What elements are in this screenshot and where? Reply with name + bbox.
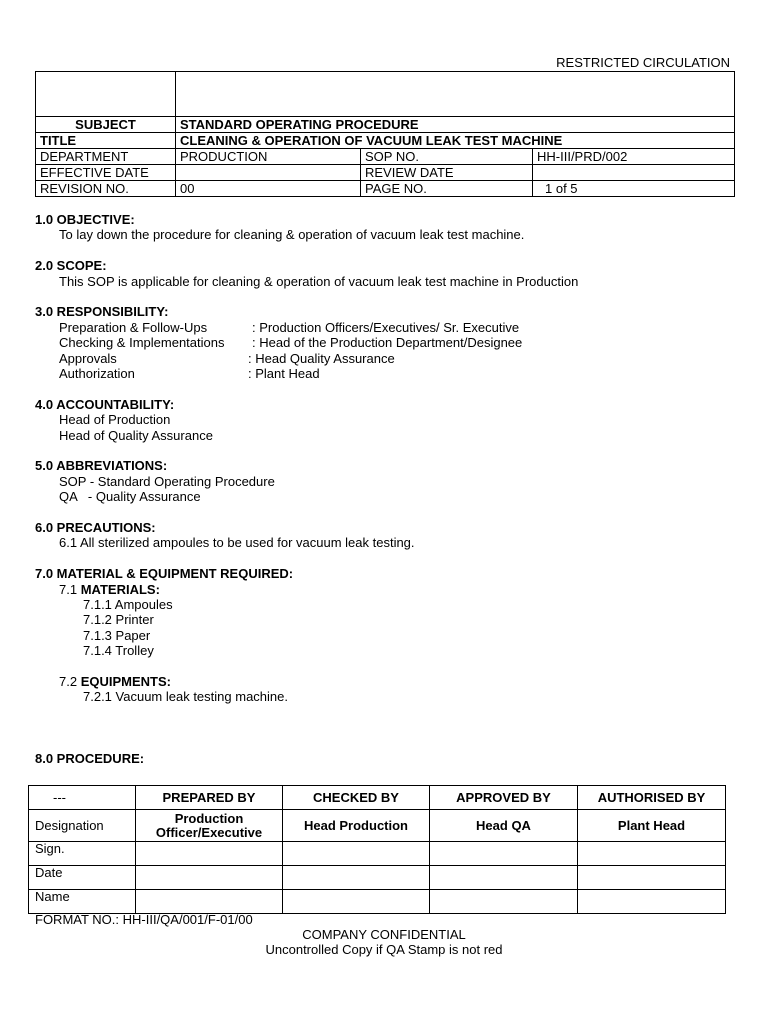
material-item: 7.1.2 Printer bbox=[83, 612, 154, 628]
precautions-section bbox=[35, 520, 735, 551]
revision-value: 00 bbox=[176, 181, 361, 197]
responsibility-section bbox=[35, 304, 735, 381]
scope-heading: 2.0 SCOPE: bbox=[35, 258, 107, 274]
sop-header-table bbox=[35, 71, 735, 197]
precaution-item: 6.1 All sterilized ampoules to be used for vacuum leak testing. bbox=[59, 535, 415, 551]
responsibility-value: : Head Quality Assurance bbox=[248, 350, 395, 366]
materials-label: MATERIALS: bbox=[80, 581, 160, 597]
equipment-item: 7.2.1 Vacuum leak testing machine. bbox=[83, 689, 288, 705]
accountability-heading: 4.0 ACCOUNTABILITY: bbox=[35, 396, 175, 412]
responsibility-role: Authorization bbox=[59, 366, 135, 382]
designation-authorised: Plant Head bbox=[578, 810, 726, 842]
restricted-circulation-label: RESTRICTED CIRCULATION bbox=[556, 55, 730, 70]
materials-number: 7.1 bbox=[59, 581, 78, 597]
abbreviations-section bbox=[35, 458, 735, 504]
designation-approved: Head QA bbox=[430, 810, 578, 842]
sign-cell bbox=[283, 842, 430, 866]
name-cell bbox=[430, 890, 578, 914]
material-equipment-heading: 7.0 MATERIAL & EQUIPMENT REQUIRED: bbox=[35, 566, 294, 582]
material-equipment-section bbox=[35, 566, 735, 705]
title-label: TITLE bbox=[36, 133, 176, 149]
objective-section bbox=[35, 212, 735, 243]
company-name-cell bbox=[176, 72, 735, 117]
responsibility-item bbox=[35, 320, 735, 335]
format-number: FORMAT NO.: HH-III/QA/001/F-01/00 bbox=[35, 912, 253, 927]
abbreviation-item: QA - Quality Assurance bbox=[59, 489, 201, 505]
name-label: Name bbox=[29, 890, 136, 914]
revision-label: REVISION NO. bbox=[36, 181, 176, 197]
checked-by-header: CHECKED BY bbox=[283, 786, 430, 810]
name-cell bbox=[578, 890, 726, 914]
approved-by-header: APPROVED BY bbox=[430, 786, 578, 810]
equipments-subheading bbox=[35, 674, 735, 689]
date-label: Date bbox=[29, 866, 136, 890]
accountability-item: Head of Production bbox=[59, 412, 171, 428]
sign-cell bbox=[430, 842, 578, 866]
objective-text: To lay down the procedure for cleaning & operation of vacuum leak test machine. bbox=[59, 227, 525, 243]
logo-row bbox=[36, 72, 735, 117]
responsibility-heading: 3.0 RESPONSIBILITY: bbox=[35, 304, 169, 320]
material-item: 7.1.4 Trolley bbox=[83, 643, 154, 659]
page-no-value: 1 of 5 bbox=[533, 181, 735, 197]
accountability-section bbox=[35, 397, 735, 443]
page-no-label: PAGE NO. bbox=[361, 181, 533, 197]
abbreviation-item: SOP - Standard Operating Procedure bbox=[59, 473, 275, 489]
sop-content bbox=[35, 212, 735, 766]
logo-cell bbox=[36, 72, 176, 117]
designation-checked: Head Production bbox=[283, 810, 430, 842]
date-cell bbox=[430, 866, 578, 890]
signoff-header-row bbox=[29, 786, 726, 810]
responsibility-value: : Plant Head bbox=[248, 366, 320, 382]
department-row bbox=[36, 149, 735, 165]
footer-confidential: COMPANY CONFIDENTIAL bbox=[302, 927, 466, 942]
responsibility-role: Checking & Implementations bbox=[59, 335, 225, 351]
designation-prepared: Production Officer/Executive bbox=[136, 810, 283, 842]
responsibility-item bbox=[35, 335, 735, 350]
department-value: PRODUCTION bbox=[176, 149, 361, 165]
sop-no-label: SOP NO. bbox=[361, 149, 533, 165]
equipments-label: EQUIPMENTS: bbox=[80, 674, 171, 690]
sign-row bbox=[29, 842, 726, 866]
footer bbox=[0, 927, 768, 957]
review-date-label: REVIEW DATE bbox=[361, 165, 533, 181]
responsibility-value: : Head of the Production Department/Designee bbox=[252, 335, 523, 351]
sign-cell bbox=[578, 842, 726, 866]
effective-date-row bbox=[36, 165, 735, 181]
subject-value: STANDARD OPERATING PROCEDURE bbox=[176, 117, 735, 133]
name-row bbox=[29, 890, 726, 914]
materials-subheading bbox=[35, 582, 735, 597]
subject-label: SUBJECT bbox=[36, 117, 176, 133]
responsibility-role: Preparation & Follow-Ups bbox=[59, 319, 208, 335]
effective-date-label: EFFECTIVE DATE bbox=[36, 165, 176, 181]
scope-text: This SOP is applicable for cleaning & operation of vacuum leak test machine in Production bbox=[59, 273, 579, 289]
department-label: DEPARTMENT bbox=[36, 149, 176, 165]
scope-section bbox=[35, 258, 735, 289]
procedure-heading: 8.0 PROCEDURE: bbox=[35, 750, 145, 766]
designation-row bbox=[29, 810, 726, 842]
subject-row bbox=[36, 117, 735, 133]
name-cell bbox=[283, 890, 430, 914]
responsibility-role: Approvals bbox=[59, 350, 117, 366]
date-row bbox=[29, 866, 726, 890]
sign-cell bbox=[136, 842, 283, 866]
designation-label: Designation bbox=[29, 810, 136, 842]
authorised-by-header: AUTHORISED BY bbox=[578, 786, 726, 810]
title-value: CLEANING & OPERATION OF VACUUM LEAK TEST MACHINE bbox=[176, 133, 735, 149]
signoff-header-blank: --- bbox=[29, 786, 136, 810]
prepared-by-header: PREPARED BY bbox=[136, 786, 283, 810]
title-row bbox=[36, 133, 735, 149]
effective-date-value bbox=[176, 165, 361, 181]
equipments-number: 7.2 bbox=[59, 674, 78, 690]
sign-label: Sign. bbox=[29, 842, 136, 866]
abbreviations-heading: 5.0 ABBREVIATIONS: bbox=[35, 458, 168, 474]
name-cell bbox=[136, 890, 283, 914]
signoff-table bbox=[28, 785, 726, 914]
date-cell bbox=[136, 866, 283, 890]
material-item: 7.1.1 Ampoules bbox=[83, 597, 173, 613]
date-cell bbox=[283, 866, 430, 890]
sop-no-value: HH-III/PRD/002 bbox=[533, 149, 735, 165]
responsibility-value: : Production Officers/Executives/ Sr. Executive bbox=[252, 319, 520, 335]
objective-heading: 1.0 OBJECTIVE: bbox=[35, 212, 135, 227]
responsibility-item bbox=[35, 351, 735, 366]
footer-uncontrolled-note: Uncontrolled Copy if QA Stamp is not red bbox=[265, 942, 503, 957]
responsibility-item bbox=[35, 366, 735, 381]
accountability-item: Head of Quality Assurance bbox=[59, 427, 213, 443]
review-date-value bbox=[533, 165, 735, 181]
material-item: 7.1.3 Paper bbox=[83, 627, 151, 643]
revision-row bbox=[36, 181, 735, 197]
date-cell bbox=[578, 866, 726, 890]
precautions-heading: 6.0 PRECAUTIONS: bbox=[35, 520, 156, 536]
